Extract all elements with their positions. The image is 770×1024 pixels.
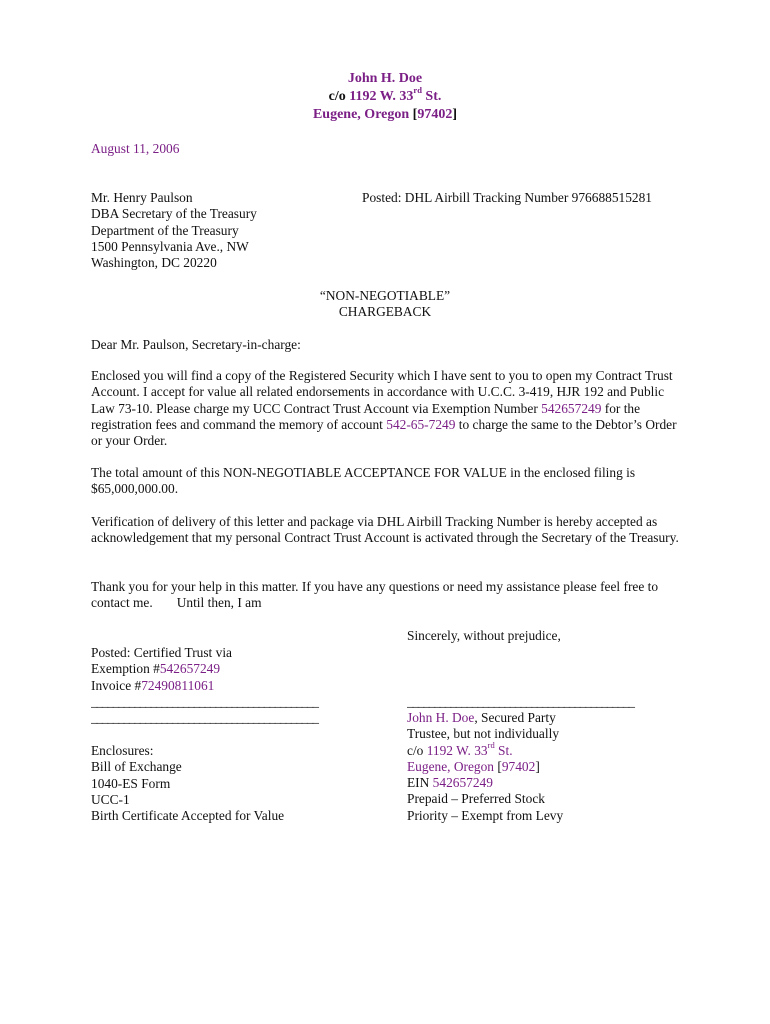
recipient-line: Department of the Treasury xyxy=(91,222,239,238)
sender-name: John H. Doe xyxy=(347,71,423,86)
title-line: CHARGEBACK xyxy=(338,304,432,320)
sender-city: Eugene, Oregon [97402] xyxy=(312,107,458,122)
signature-rule: __________________________________________ xyxy=(407,694,634,709)
paragraph-thanks: Thank you for your help in this matter. If you have any questions or need my assistance please feel free to contact me. Until then, I am xyxy=(91,579,659,611)
certified-trust-block: Posted: Certified Trust via Exemption #542657249 Invoice #72490811061 xyxy=(91,645,232,693)
closing: Sincerely, without prejudice, xyxy=(407,628,561,643)
title-line: “NON-NEGOTIABLE” xyxy=(319,288,451,303)
enclosures-label: Enclosures: xyxy=(91,743,154,758)
recipient-address xyxy=(91,190,257,271)
signature-rule: __________________________________________ xyxy=(91,694,318,709)
recipient-line: DBA Secretary of the Treasury xyxy=(91,206,257,222)
posted-tracking-note: Posted: DHL Airbill Tracking Number 976688515281 xyxy=(362,190,653,205)
list-item: Bill of Exchange xyxy=(91,759,182,775)
account-number: 542-65-7249 xyxy=(386,416,456,432)
invoice-number: 72490811061 xyxy=(141,677,215,693)
letterhead xyxy=(0,70,770,124)
sender-street: c/o 1192 W. 33rd St. xyxy=(328,85,442,104)
paragraph-enclosed: Enclosed you will find a copy of the Registered Security which I have sent to you to open my Contract Trust Account. I accept for value all related endorsements in accordance with U.C.C. 3-419, HJR 192 and Public Law 73-10. Please charge my UCC Contract Trust Account via Exemption Number 542657249 for the registration fees and command the memory of account 542-65-7249 to charge the same to the Debtor’s Order or your Order. xyxy=(91,368,677,449)
letter-date: August 11, 2006 xyxy=(91,141,180,156)
signature-rule: __________________________________________ xyxy=(91,710,318,725)
list-item: 1040-ES Form xyxy=(91,775,171,791)
salutation: Dear Mr. Paulson, Secretary-in-charge: xyxy=(91,337,301,352)
recipient-line: Washington, DC 20220 xyxy=(91,255,217,271)
recipient-line: Mr. Henry Paulson xyxy=(91,190,193,205)
exemption-number: 542657249 xyxy=(541,400,602,416)
letter-title xyxy=(0,288,770,321)
signer-name: John H. Doe xyxy=(407,710,475,725)
list-item: UCC-1 xyxy=(91,791,130,807)
signature-block: John H. Doe, Secured Party Trustee, but not individually c/o 1192 W. 33rd St. Eugene, Oregon [97402] EIN 542657249 Prepaid – Preferred Stock Priority – Exempt from Levy xyxy=(407,710,564,823)
paragraph-verification: Verification of delivery of this letter and package via DHL Airbill Tracking Number is hereby accepted as acknowledgement that my personal Contract Trust Account is activated through the Secretary of the Treasury. xyxy=(91,514,679,546)
paragraph-total-amount: The total amount of this NON-NEGOTIABLE ACCEPTANCE FOR VALUE in the enclosed filing is $65,000,000.00. xyxy=(91,465,636,497)
ein-number: 542657249 xyxy=(432,775,493,791)
exemption-number: 542657249 xyxy=(159,661,221,677)
list-item: Birth Certificate Accepted for Value xyxy=(91,808,285,824)
recipient-line: 1500 Pennsylvania Ave., NW xyxy=(91,238,249,254)
enclosures-list xyxy=(91,743,284,824)
